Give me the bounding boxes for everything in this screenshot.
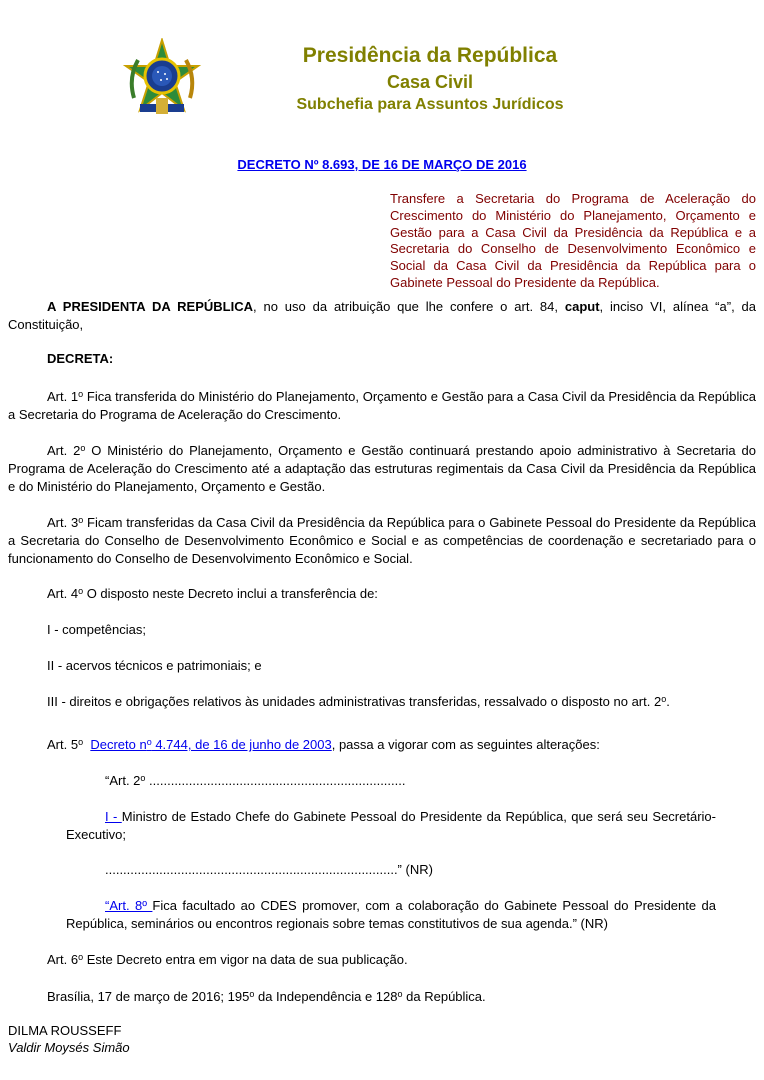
signature-president: DILMA ROUSSEFF xyxy=(8,1023,122,1038)
article-3: Art. 3$^o$ Ficam transferidas da Casa Civil da Presidência da República para o Gabinete Pessoal do Presidente da República a Secretaria do Conselho de Desenvolvimento Econômico e Social e as competências de coordenação e secretariado para o funcionamento do Conselho de Desenvolvimento Econômico e Social. xyxy=(8,515,756,566)
article-2: Art. 2$^o$ O Ministério do Planejamento, Orçamento e Gestão continuará prestando apoio administrativo à Secretaria do Programa de Aceleração do Crescimento até a adaptação das estruturas regimentais da Casa Civil da Presidência da República e do Ministério do Planejamento, Orçamento e Gestão. xyxy=(8,443,756,494)
preamble-subject: A PRESIDENTA DA REPÚBLICA xyxy=(47,299,253,314)
signature-minister: Valdir Moysés Simão xyxy=(8,1040,130,1055)
article-5: Art. 5$^o$ Decreto n$^o$ 4.744, de 16 de junho de 2003, passa a vigorar com as seguintes alterações: xyxy=(47,737,600,752)
inciso-i-link[interactable]: I - xyxy=(105,809,122,824)
article-4-item-2: II - acervos técnicos e patrimoniais; e xyxy=(47,658,262,673)
quote-dots-nr: .................................................................................” (NR) xyxy=(105,862,433,877)
article-4: Art. 4$^o$ O disposto neste Decreto inclui a transferência de: xyxy=(47,586,378,601)
decreta-heading: DECRETA: xyxy=(47,351,114,366)
quote-art-8: “Art. 8º Fica facultado ao CDES promover, com a colaboração do Gabinete Pessoal do Presidente da República, seminários ou encontros regionais sobre temas constitutivos de sua agenda.” (NR) xyxy=(66,898,716,931)
art-8-link[interactable]: “Art. 8º xyxy=(105,898,153,913)
brazil-coat-of-arms-icon xyxy=(120,38,204,122)
article-6: Art. 6$^o$ Este Decreto entra em vigor na data de sua publicação. xyxy=(47,952,408,967)
article-1: Art. 1$^o$ Fica transferida do Ministério do Planejamento, Orçamento e Gestão para a Casa Civil da Presidência da República a Secretaria do Programa de Aceleração do Crescimento. xyxy=(8,389,756,422)
header-subtitle: Casa Civil xyxy=(386,72,474,92)
quote-art-2: “Art. 2$^o$ ....................................................................... xyxy=(105,773,406,788)
header-subheading: Subchefia para Assuntos Jurídicos xyxy=(296,96,564,113)
place-date: Brasília, 17 de março de 2016; 195$^o$ da Independência e 128$^o$ da República. xyxy=(47,989,486,1004)
decree-ementa: Transfere a Secretaria do Programa de Aceleração do Crescimento do Ministério do Planejamento, Orçamento e Gestão para a Casa Civil da Presidência da República e a Secretaria do Conselho de Desenvolvimento Econômico e Social da Casa Civil da Presidência da República para o Gabinete Pessoal do Presidente da República. xyxy=(390,191,756,290)
decree-title-link[interactable]: DECRETO Nº 8.693, DE 16 DE MARÇO DE 2016 xyxy=(237,157,527,172)
header-title: Presidência da República xyxy=(302,44,558,67)
preamble: A PRESIDENTA DA REPÚBLICA, no uso da atribuição que lhe confere o art. 84, caput, inciso VI, alínea “a”, da Constituição, xyxy=(8,299,757,332)
decree-4744-link[interactable]: Decreto n$^o$ 4.744, de 16 de junho de 2003 xyxy=(90,737,332,752)
quote-inciso-i: I - Ministro de Estado Chefe do Gabinete Pessoal do Presidente da República, que será seu Secretário-Executivo; xyxy=(66,809,716,842)
article-4-item-1: I - competências; xyxy=(47,622,146,637)
decree-title xyxy=(0,157,764,172)
article-4-item-3: III - direitos e obrigações relativos às unidades administrativas transferidas, ressalvado o disposto no art. 2$^o$. xyxy=(47,694,670,709)
